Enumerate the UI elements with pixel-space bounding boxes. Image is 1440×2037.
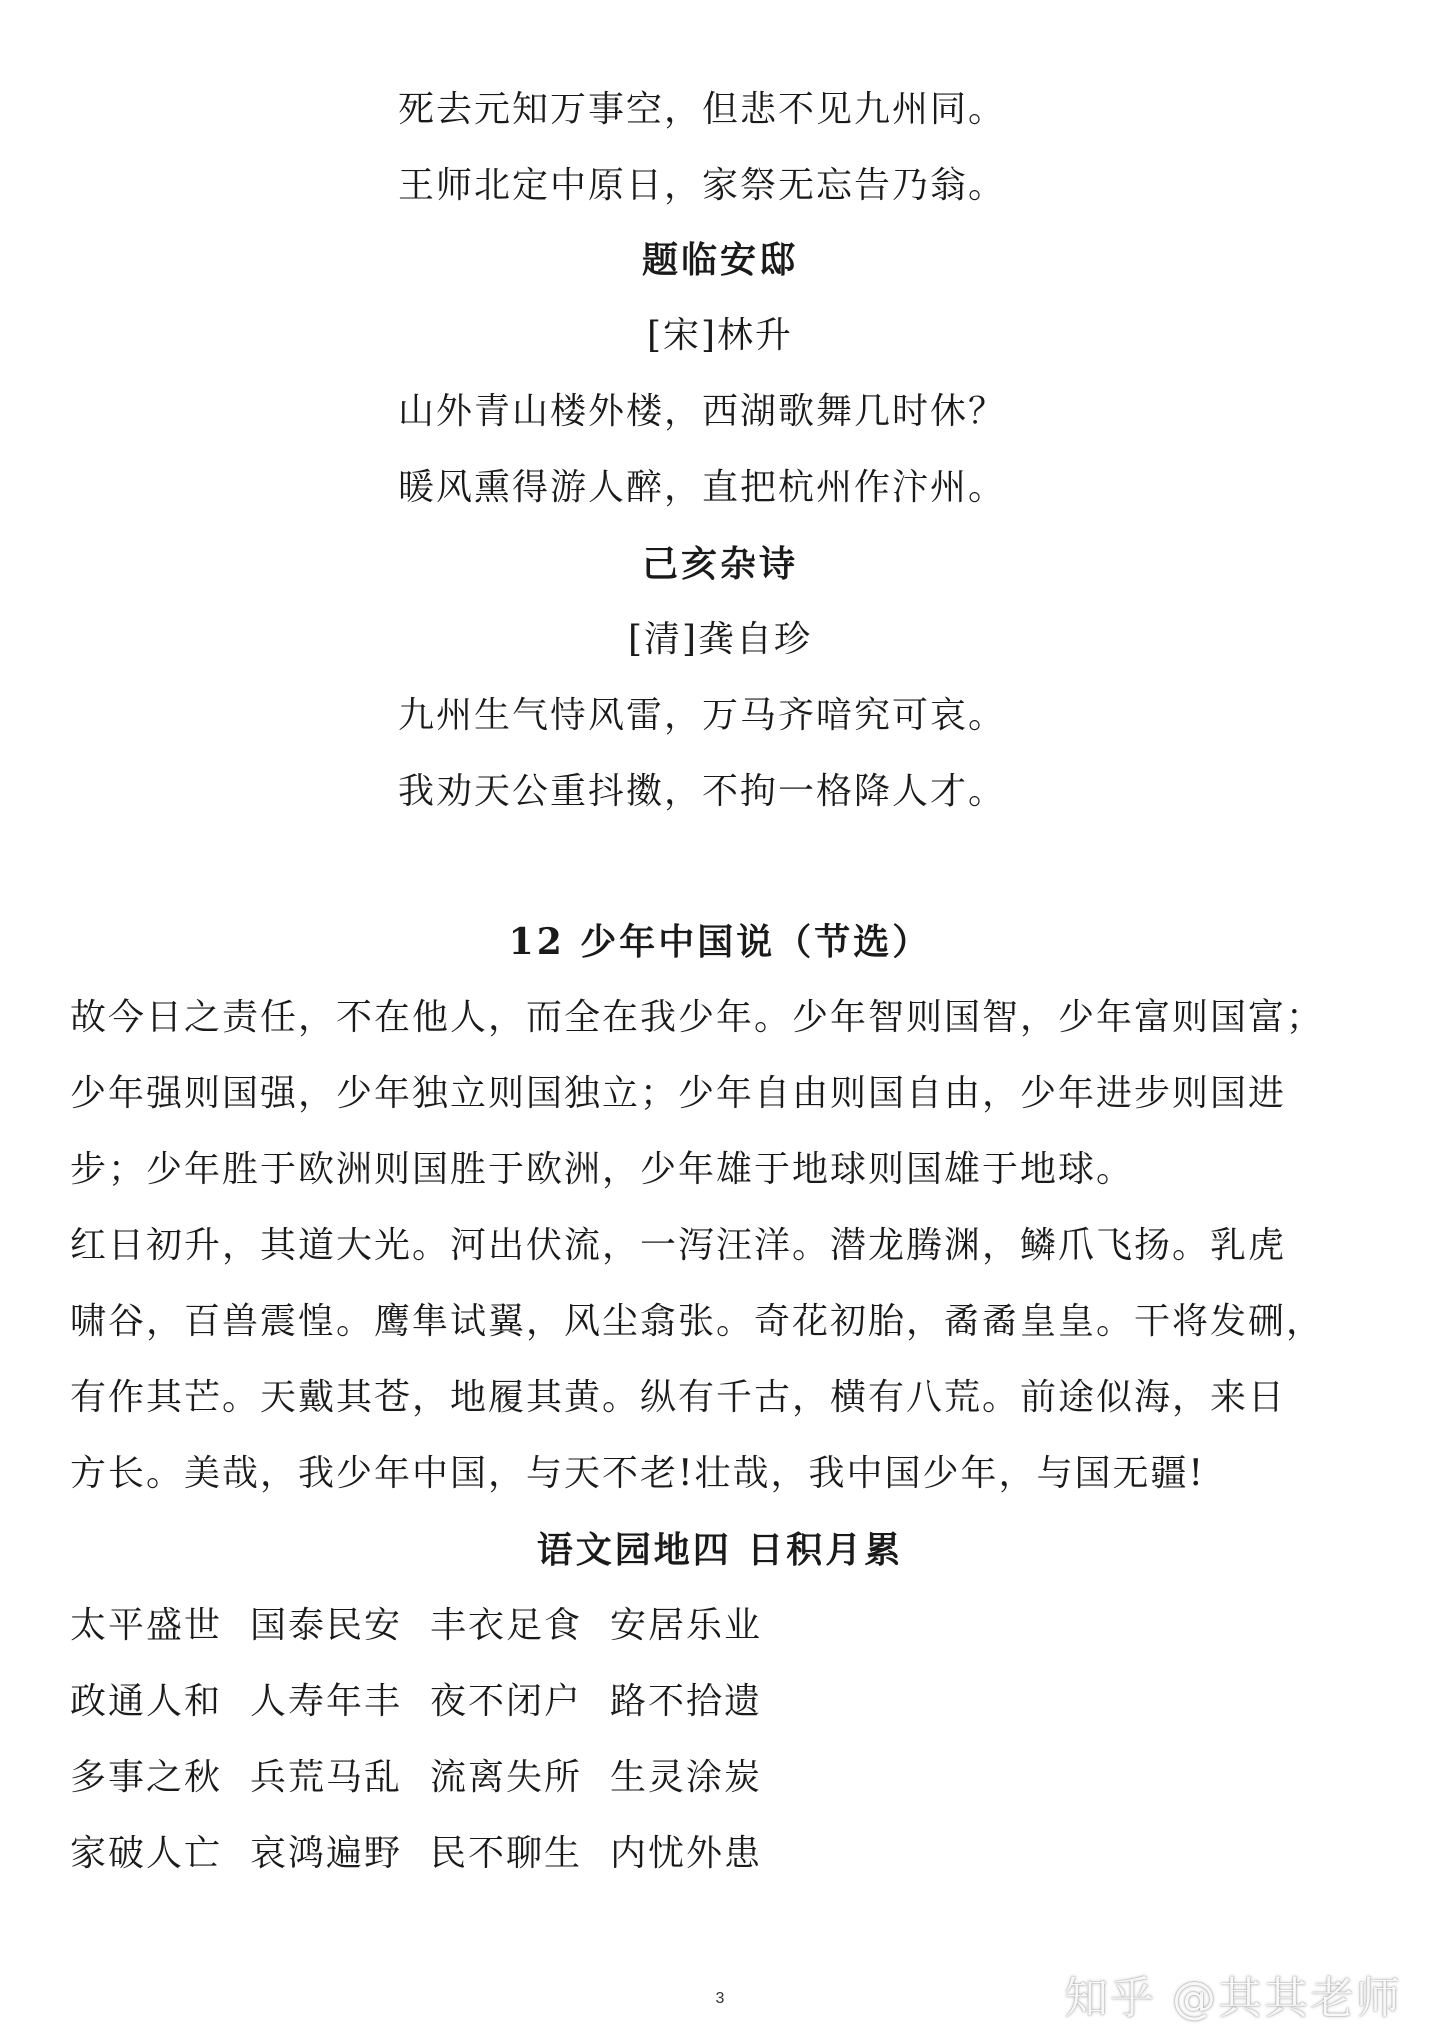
idiom: 路不拾遗 [610,1681,763,1722]
idiom-row [70,1830,790,1878]
poem-line: 山外青山楼外楼，西湖歌舞几时休？ [398,391,1007,432]
lesson-title: 12 少年中国说（节选） [508,921,932,963]
idiom: 民不聊生 [430,1833,583,1874]
idiom: 家破人亡 [70,1833,223,1874]
zhihu-watermark: 知乎 @其其老师 [1064,1973,1402,2024]
idiom: 丰衣足食 [430,1605,583,1646]
poem-line: 王师北定中原日，家祭无忘告乃翁。 [398,165,1007,206]
poem-line: 死去元知万事空，但悲不见九州同。 [398,89,1007,130]
idiom: 内忧外患 [610,1833,763,1874]
poem-title: 题临安邸 [641,239,798,281]
idiom-row [70,1678,790,1726]
idiom: 安居乐业 [610,1605,763,1646]
idiom: 太平盛世 [70,1605,223,1646]
paragraph-line: 故今日之责任，不在他人，而全在我少年。少年智则国智，少年富则国富； [70,997,1325,1038]
idiom: 流离失所 [430,1757,583,1798]
paragraph-line: 少年强则国强，少年独立则国独立；少年自由则国自由，少年进步则国进 [70,1073,1287,1114]
idiom: 人寿年丰 [250,1681,403,1722]
idiom: 多事之秋 [70,1757,223,1798]
idiom-row [70,1754,790,1802]
poem-title: 己亥杂诗 [641,543,798,585]
idiom: 国泰民安 [250,1605,403,1646]
idiom: 哀鸿遍野 [250,1833,403,1874]
poem-author: [宋]林升 [646,315,794,356]
idiom: 兵荒马乱 [250,1757,403,1798]
poem-author: [清]龚自珍 [627,619,813,660]
idiom: 生灵涂炭 [610,1757,763,1798]
idiom-row [70,1602,790,1650]
paragraph-line: 啸谷，百兽震惶。鹰隼试翼，风尘翕张。奇花初胎，矞矞皇皇。干将发硎， [70,1301,1325,1342]
page-number: 3 [715,1990,725,2007]
idiom: 夜不闭户 [430,1681,583,1722]
poem-line: 我劝天公重抖擞，不拘一格降人才。 [398,771,1007,812]
idiom: 政通人和 [70,1681,223,1722]
section-title: 语文园地四 日积月累 [536,1529,904,1571]
poem-line: 暖风熏得游人醉，直把杭州作汴州。 [398,467,1007,508]
paragraph-line: 方长。美哉，我少年中国，与天不老!壮哉，我中国少年，与国无疆! [70,1453,1205,1494]
poem-line: 九州生气恃风雷，万马齐喑究可哀。 [398,695,1007,736]
paragraph-line: 红日初升，其道大光。河出伏流，一泻汪洋。潜龙腾渊，鳞爪飞扬。乳虎 [70,1225,1287,1266]
paragraph-line: 有作其芒。天戴其苍，地履其黄。纵有千古，横有八荒。前途似海，来日 [70,1377,1287,1418]
paragraph-line: 步；少年胜于欧洲则国胜于欧洲，少年雄于地球则国雄于地球。 [70,1149,1135,1190]
